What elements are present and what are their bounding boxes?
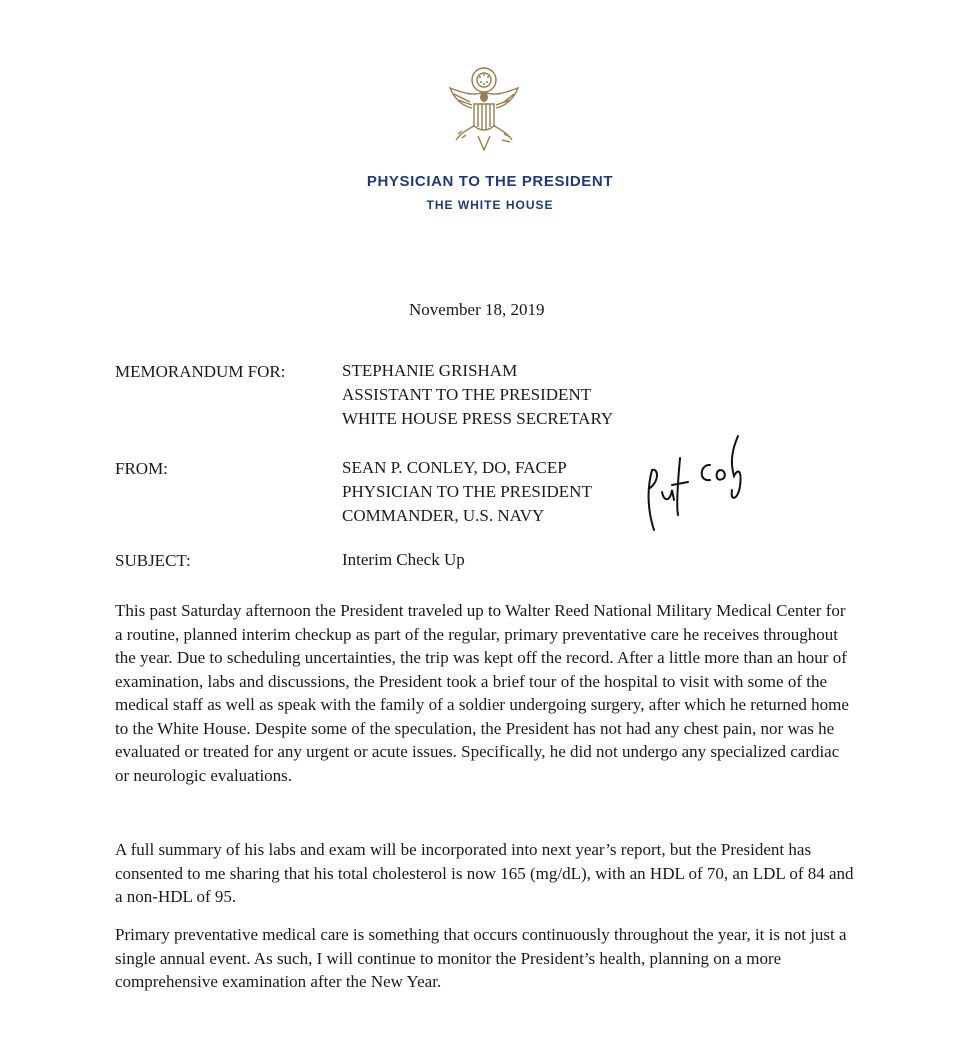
recipient-line: ASSISTANT TO THE PRESIDENT [342,385,592,404]
memo-for-recipient [342,359,613,431]
memo-from-sender [342,456,592,528]
memo-for-label: MEMORANDUM FOR: [115,362,286,381]
sender-line: COMMANDER, U.S. NAVY [342,506,545,525]
memo-subject: Interim Check Up [342,550,465,569]
recipient-line: WHITE HOUSE PRESS SECRETARY [342,409,614,428]
sender-line: SEAN P. CONLEY, DO, FACEP [342,458,567,477]
handwritten-signature-icon [640,430,755,540]
recipient-line: STEPHANIE GRISHAM [342,361,518,380]
memo-from-label: FROM: [115,459,168,478]
body-paragraph: Primary preventative medical care is something that occurs continuously throughout the year, it is not just a single annual event. As such, I will continue to monitor the President’s health, planning on a more comprehensive examination after the New Year. [115,925,847,991]
great-seal-eagle-icon [444,64,524,156]
letterhead-subtitle: THE WHITE HOUSE [426,198,554,212]
body-paragraph: A full summary of his labs and exam will be incorporated into next year’s report, but the President has consented to me sharing that his total cholesterol is now 165 (mg/dL), with an HDL of 70, an LDL of 84 and a non-HDL of 95. [115,840,854,906]
memo-date: November 18, 2019 [409,300,545,319]
body-paragraph: This past Saturday afternoon the President traveled up to Walter Reed National Military Medical Center for a routine, planned interim checkup as part of the regular, primary preventative care he receives throughout the year. Due to scheduling uncertainties, the trip was kept off the record. After a little more than an hour of examination, labs and discussions, the President took a brief tour of the hospital to visit with some of the medical staff as well as speak with the family of a soldier undergoing surgery, after which he returned home to the White House. Despite some of the speculation, the President has not had any chest pain, nor was he evaluated or treated for any urgent or acute issues. Specifically, he did not undergo any specialized cardiac or neurologic evaluations. [115,601,849,785]
letterhead-title: PHYSICIAN TO THE PRESIDENT [366,173,614,190]
sender-line: PHYSICIAN TO THE PRESIDENT [342,482,592,501]
memo-subject-label: SUBJECT: [115,551,191,570]
